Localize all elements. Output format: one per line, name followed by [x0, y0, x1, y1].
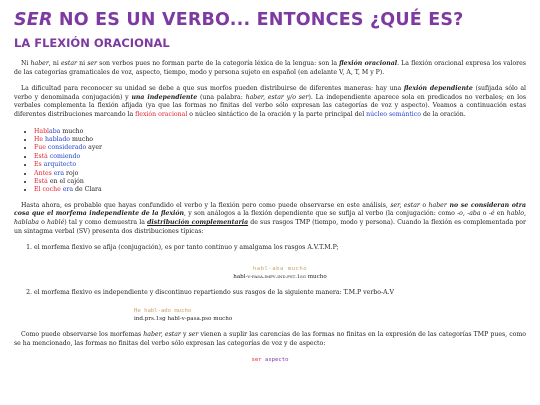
- list-item: 1. el morfema flexivo se afija (conjugación), es por tanto continuo y amalgama los rasgos A.V.T.M.P; habl-aba mucho habl-v-pasa.impv.ind.pst.1sg mucho: [34, 244, 526, 281]
- list-item: • Está en el cajón: [34, 178, 526, 186]
- list-item: • Fue considerado ayer: [34, 144, 526, 152]
- list-item: • Está comiendo: [34, 153, 526, 161]
- page-title: SER NO ES UN VERBO... ENTONCES ¿QUÉ ES?: [14, 10, 464, 30]
- gloss-example-1: habl-aba mucho habl-v-pasa.impv.ind.pst.1sg mucho: [233, 265, 327, 280]
- list-item: 2. el morfema flexivo es independiente y discontinuo repartiendo sus rasgos de la siguiente manera: T.M.P verbo-A.V He habl-ado mucho ind.prs.1sg habl-v-pasa.pso mucho: [34, 289, 526, 324]
- paragraph-difficulty: La dificultad para reconocer su unidad se debe a que sus morfos pueden distribuirse de diferentes maneras: hay una flexión dependiente (sufijada sólo al verbo y denominada conjugación) y una independiente (una palabra: haber, estar y/o ser). La independiente aparece sola en predicados no verbales; en los verbales complementa la flexión afijada (ya que las formas no finitas del verbo sólo expresan las categorías de voz y aspecto). Veamos a continuación estas diferentes distribuciones marcando la flexión oracional o núcleo sintáctico de la oración y la parte principal del núcleo semántico de la oración.: [14, 85, 527, 118]
- list-item: • Es arquitecto: [34, 161, 526, 169]
- paragraph-analysis: Hasta ahora, es probable que hayas confundido el verbo y la flexión pero como puede observarse en este análisis, ser, estar o haber no se consideran otra cosa que el morfema independiente de la flexión, y son análogos a la flexión dependiente que se sufija al verbo (la conjugación: como -o, -aba o -é en hablo, hablaba o hablé) tal y como demuestra la distribución complementaria de sus rasgos TMP (tiempo, modo y persona). Cuando la flexión es complementada por un sintagma verbal (SV) presenta dos distribuciones típicas:: [14, 201, 526, 235]
- list-item: • He hablado mucho: [34, 136, 526, 144]
- examples-list: [34, 128, 526, 195]
- list-item: • Antes era rojo: [34, 170, 526, 178]
- section-heading: LA FLEXIÓN ORACIONAL: [14, 36, 170, 50]
- distribution-steps: [14, 244, 526, 323]
- gloss-example-3: ser aspecto: [251, 356, 289, 363]
- paragraph-intro: Ni haber, ni estar ni ser son verbos pues no forman parte de la categoría léxica de la lengua: son la flexión oracional. La flexión oracional expresa los valores de las categorías gramaticales de voz, aspecto, tiempo, modo y persona sujeto en español (en adelante V, A, T, M y P).: [14, 60, 526, 76]
- list-item: • El coche era de Clara: [34, 186, 526, 194]
- list-item: • Hablaba mucho: [34, 128, 526, 136]
- nucleo-term: núcleo semántico: [366, 110, 421, 118]
- gloss-example-2: He habl-ado mucho ind.prs.1sg habl-v-pasa.pso mucho: [134, 308, 233, 323]
- flexion-term: flexión oracional: [135, 110, 188, 118]
- distribution-link[interactable]: distribución complementaria: [147, 219, 249, 226]
- paragraph-conclusion: Como puede observarse los morfemas haber, estar y ser vienen a suplir las carencias de las formas no finitas en la expresión de las categorías TMP pues, como se ha mencionado, las formas no finitas del verbo sólo expresan las categorías de voz y de aspecto:: [14, 331, 527, 347]
